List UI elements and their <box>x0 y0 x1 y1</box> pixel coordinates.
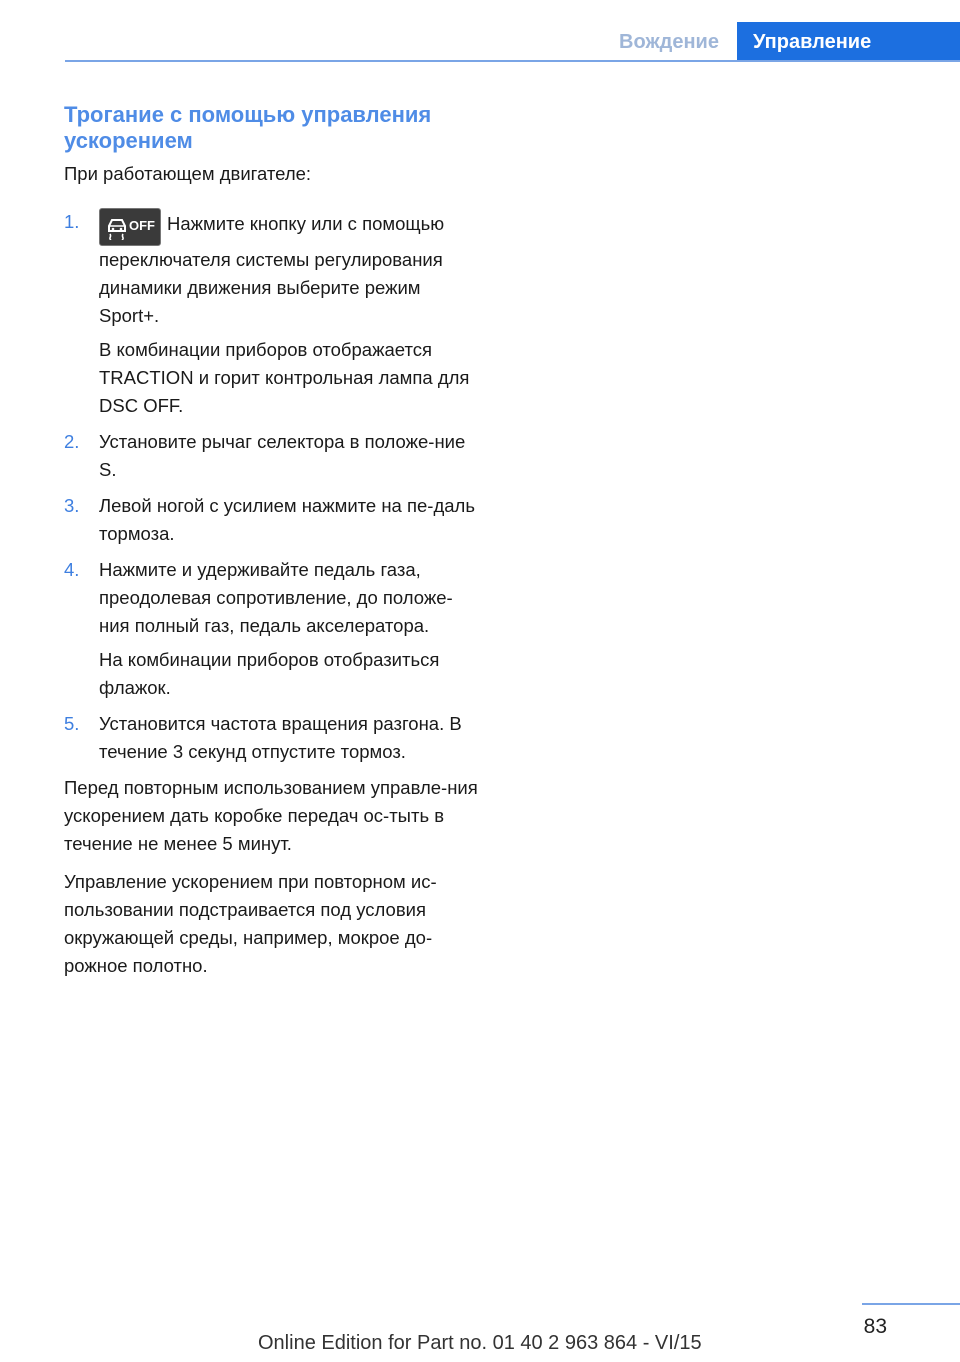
header-divider <box>65 60 960 62</box>
step-5 <box>64 710 478 766</box>
main-content <box>64 102 478 990</box>
step-number: 4. <box>64 559 80 580</box>
step-1 <box>64 208 478 420</box>
step-4 <box>64 556 478 702</box>
step-3 <box>64 492 478 548</box>
step-text: Установите рычаг селектора в положе‐ние S. <box>99 431 466 480</box>
step-text <box>99 208 478 330</box>
step-number: 5. <box>64 713 80 734</box>
step-note: В комбинации приборов отображается TRACTION и горит контрольная лампа для DSC OFF. <box>99 339 470 416</box>
step-1-text: Нажмите кнопку или с помощью переключателя системы регулирования динамики движения выберите режим Sport+. <box>99 213 445 326</box>
paragraph: Перед повторным использованием управле‐ния ускорением дать коробке передач ос‐тыть в течение не менее 5 минут. <box>64 777 478 854</box>
step-2 <box>64 428 478 484</box>
section-title: Трогание с помощью управления ускорением <box>64 102 432 153</box>
step-number: 2. <box>64 431 80 452</box>
footer-divider <box>862 1303 960 1305</box>
step-text: Установится частота вращения разгона. В течение 3 секунд отпустите тормоз. <box>99 713 462 762</box>
paragraph: Управление ускорением при повторном ис‐пользовании подстраивается под условия окружающей среды, например, мокрое до‐рожное полотно. <box>64 871 437 976</box>
dsc-off-button-icon <box>99 208 161 246</box>
footer-edition: Online Edition for Part no. 01 40 2 963 864 - VI/15 <box>258 1332 702 1354</box>
header-tab-controls[interactable]: Управление <box>737 22 960 62</box>
section-intro: При работающем двигателе: <box>64 163 312 184</box>
step-number: 3. <box>64 495 80 516</box>
dsc-off-label: OFF <box>129 218 155 233</box>
step-text: Нажмите и удерживайте педаль газа, преодолевая сопротивление, до положе‐ния полный газ, педаль акселератора. <box>99 559 453 636</box>
page-number: 83 <box>863 1315 887 1338</box>
header-tab-driving[interactable]: Вождение <box>619 31 719 53</box>
step-text: Левой ногой с усилием нажмите на пе‐даль тормоза. <box>99 495 475 544</box>
step-note: На комбинации приборов отобразиться флажок. <box>99 649 440 698</box>
step-number: 1. <box>64 211 80 232</box>
